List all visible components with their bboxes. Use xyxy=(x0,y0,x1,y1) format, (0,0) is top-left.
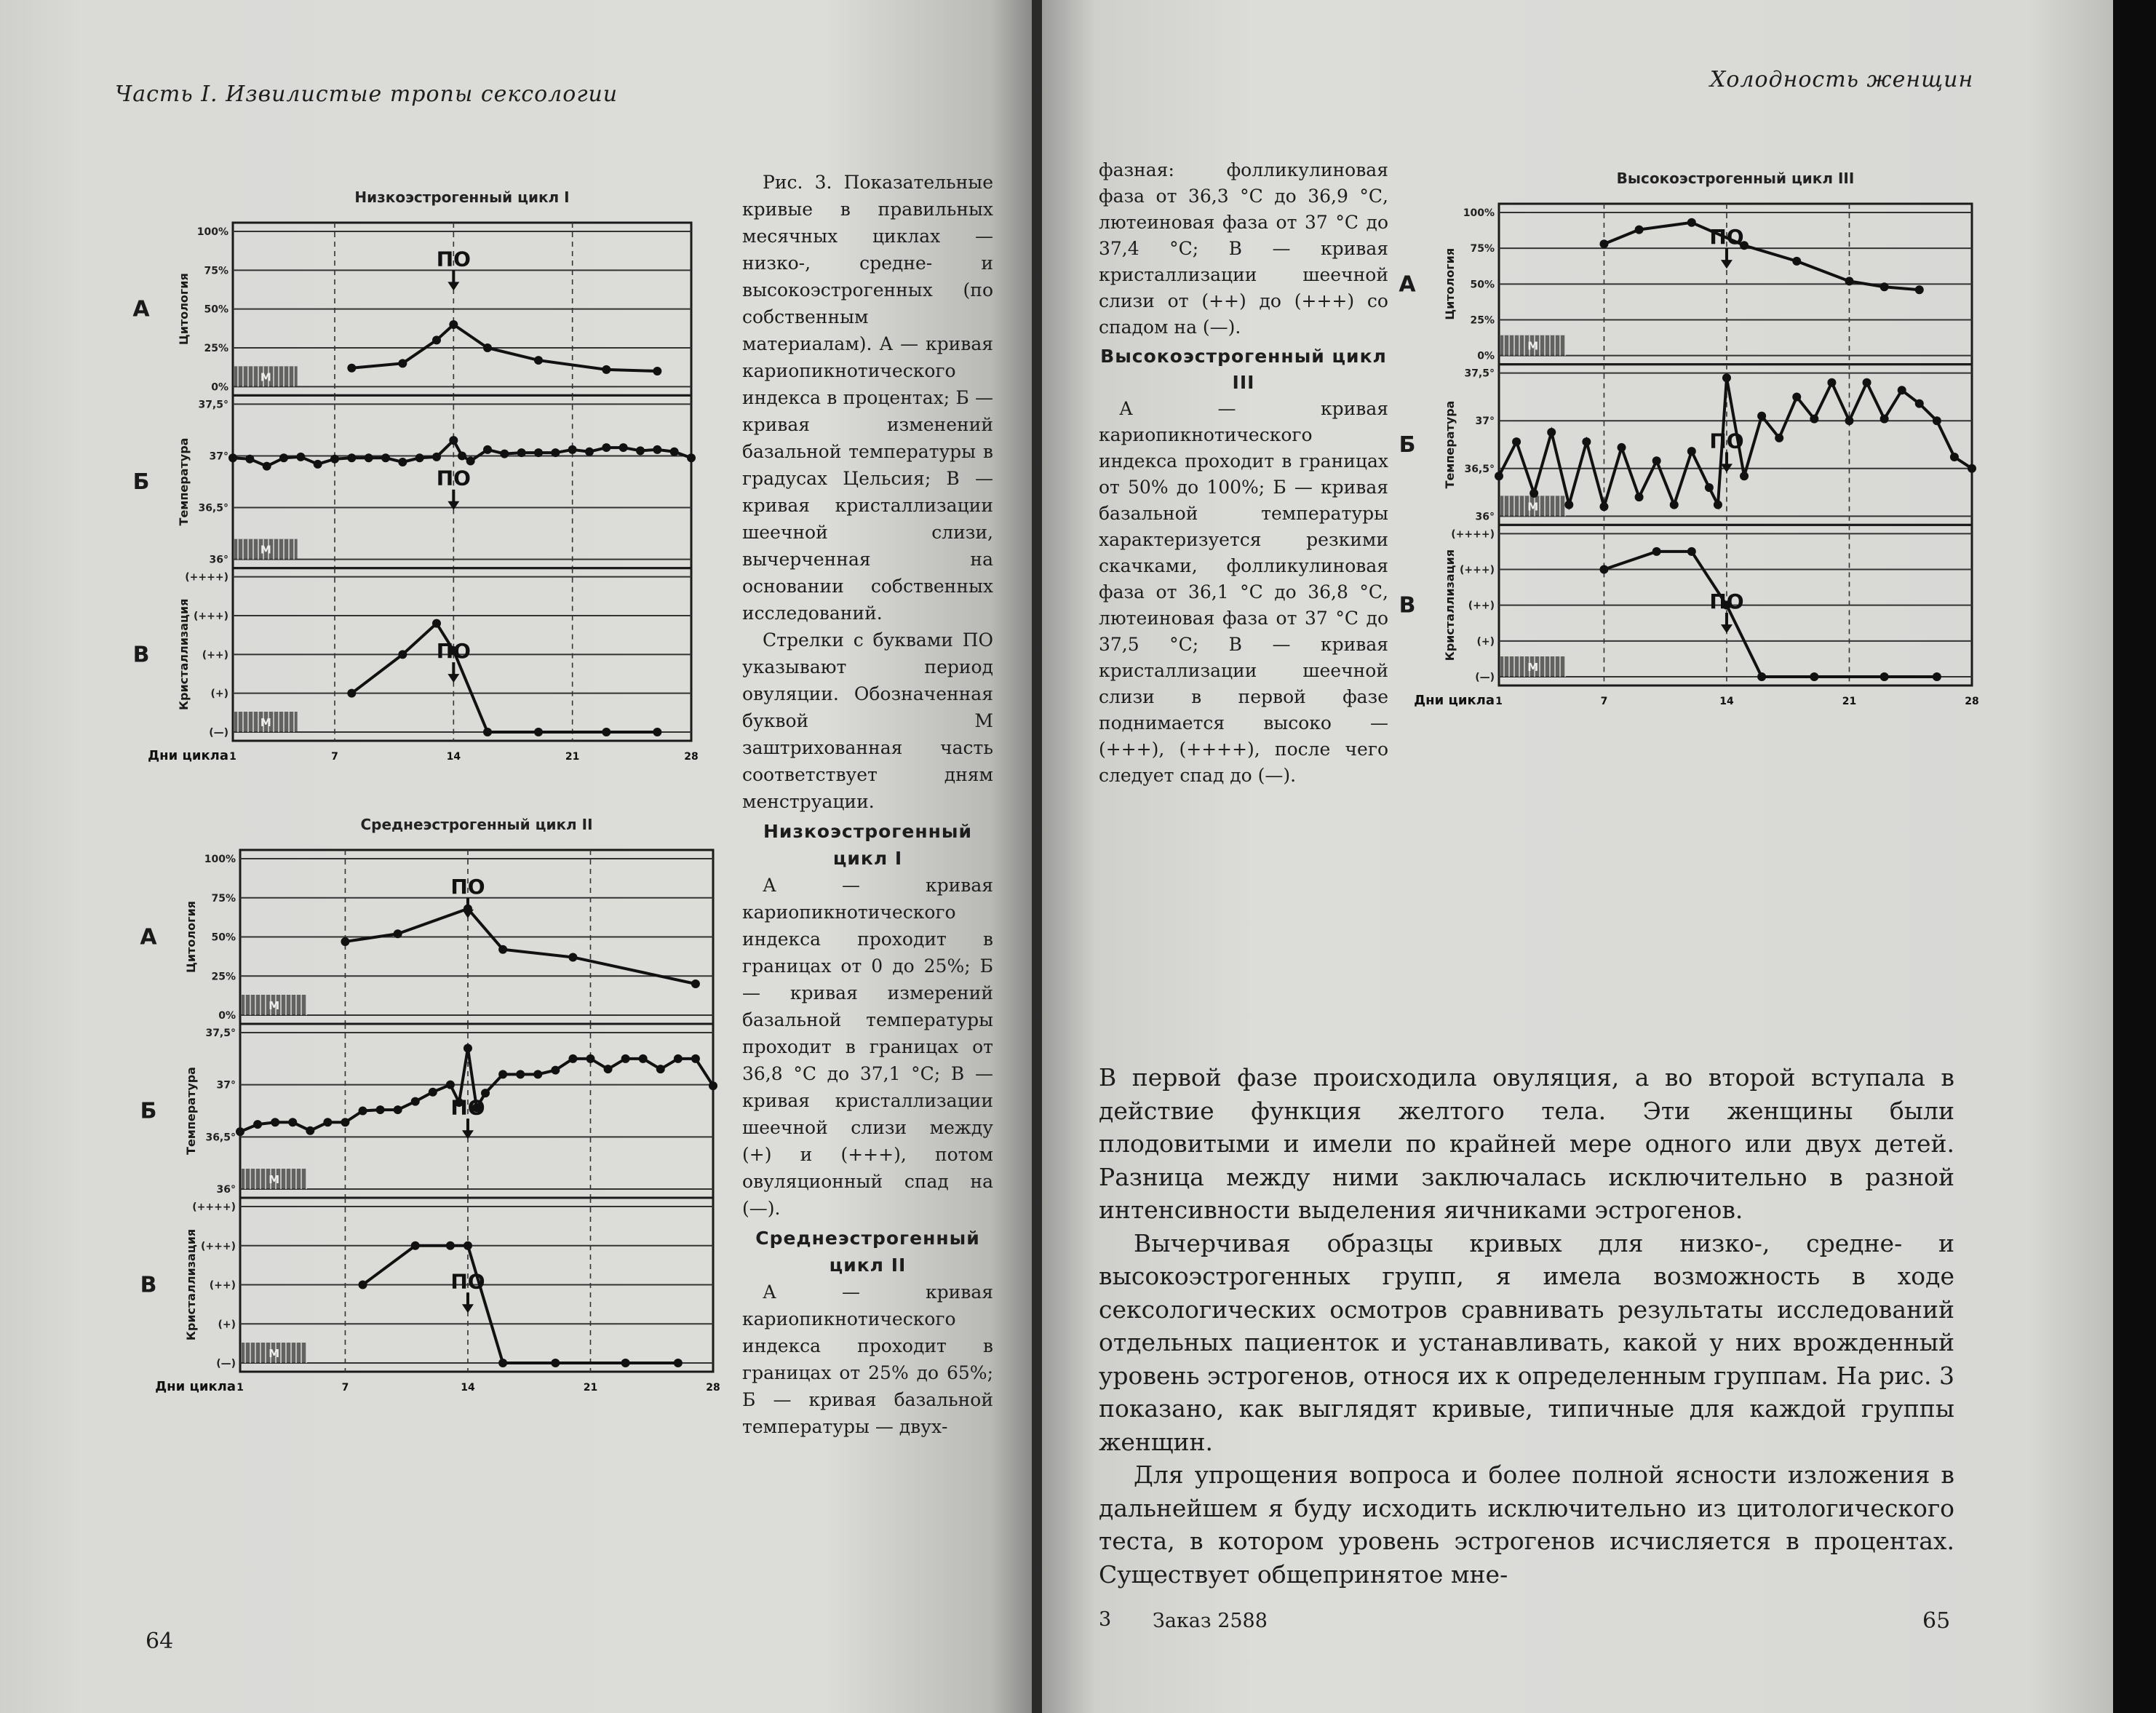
data-point xyxy=(381,453,390,462)
menstruation-label: М xyxy=(1527,500,1539,514)
data-point xyxy=(1687,447,1696,456)
panel-letter: В xyxy=(132,642,150,668)
panel-title: Цитология xyxy=(177,273,191,346)
panel-title: Температура xyxy=(177,437,191,526)
data-point xyxy=(1968,464,1976,473)
data-point xyxy=(359,1281,367,1289)
ovulation-arrow-head xyxy=(1721,260,1733,269)
y-tick-label: 0% xyxy=(1477,350,1495,362)
y-tick-label: 36° xyxy=(209,554,228,566)
y-tick-label: 100% xyxy=(204,854,236,865)
left-running-head: Часть I. Извилистые тропы сексологии xyxy=(115,82,618,107)
data-point xyxy=(534,448,543,457)
data-point xyxy=(398,359,407,367)
data-point xyxy=(551,1359,560,1367)
y-tick-label: 0% xyxy=(211,381,228,394)
data-point xyxy=(464,1241,472,1250)
ovulation-arrow-head xyxy=(447,501,459,510)
data-point xyxy=(1495,472,1503,480)
section-text-mid: А — кривая кариопикнотического индекса проходит в границах от 25% до 65%; Б — кривая базальной температуры — двух- xyxy=(742,1281,993,1437)
data-point xyxy=(621,1359,630,1367)
chart-cycle-2 xyxy=(131,808,728,1401)
data-point xyxy=(687,453,696,462)
data-point xyxy=(1757,672,1766,681)
data-point xyxy=(1714,501,1722,509)
panel-letter: А xyxy=(140,924,157,950)
data-point xyxy=(602,728,610,736)
data-point xyxy=(341,1118,349,1126)
data-point xyxy=(466,457,475,466)
data-point xyxy=(653,728,661,736)
data-point xyxy=(464,1044,472,1053)
ovulation-arrow-head xyxy=(1721,624,1733,633)
x-tick-label: 21 xyxy=(1842,696,1857,707)
body-paragraph-2: Вычерчивая образцы кривых для низко-, средне- и высокоэстрогенных групп, я имела возможность в ходе сексологических осмотров сравнивать результаты исследований отдельных пациенток и устанавливать, какой у них врожденный уровень эстрогенов, относя их к определенным группам. На рис. 3 показано, как выглядят кривые, типичные для каждой группы женщин. xyxy=(1099,1228,1954,1456)
x-tick-label: 28 xyxy=(706,1382,720,1394)
panel-title: Температура xyxy=(184,1067,198,1155)
body-text xyxy=(1099,1061,1954,1591)
panel-letter: Б xyxy=(1399,432,1416,458)
y-tick-label: 25% xyxy=(204,343,228,354)
y-tick-label: (+) xyxy=(218,1319,236,1331)
x-tick-label: 1 xyxy=(1495,696,1503,707)
data-point xyxy=(500,450,509,458)
data-point xyxy=(1652,456,1661,465)
data-point xyxy=(1792,392,1801,401)
data-point xyxy=(534,356,543,365)
data-point xyxy=(253,1120,262,1129)
data-point xyxy=(449,320,458,329)
y-tick-label: 36,5° xyxy=(198,502,228,514)
data-point xyxy=(1933,672,1941,681)
series-line-1 xyxy=(345,909,695,984)
y-tick-label: (+++) xyxy=(1460,564,1495,576)
data-point xyxy=(1547,428,1556,437)
data-point xyxy=(1599,239,1608,248)
data-point xyxy=(585,448,594,456)
data-point xyxy=(1880,415,1889,424)
data-point xyxy=(347,453,356,462)
y-tick-label: 36,5° xyxy=(205,1132,236,1144)
section-heading-mid: Среднеэстрогенный цикл II xyxy=(755,1228,980,1276)
x-tick-label: 14 xyxy=(446,751,461,763)
data-point xyxy=(1652,547,1661,556)
data-point xyxy=(347,364,356,373)
data-point xyxy=(691,1054,700,1063)
ovulation-label: ПО xyxy=(436,466,471,490)
data-point xyxy=(323,1118,332,1126)
y-tick-label: 36° xyxy=(1475,511,1495,523)
data-point xyxy=(279,453,288,462)
menstruation-label: М xyxy=(260,370,271,384)
footer-order: Заказ 2588 xyxy=(1153,1610,1268,1632)
y-tick-label: (++) xyxy=(209,1279,236,1292)
ovulation-label: ПО xyxy=(1709,225,1744,250)
x-axis-title: Дни цикла xyxy=(155,1379,236,1394)
ovulation-label: ПО xyxy=(436,639,471,664)
data-point xyxy=(653,445,661,454)
data-point xyxy=(498,945,507,954)
data-point xyxy=(1845,416,1853,425)
data-point xyxy=(586,1054,594,1063)
data-point xyxy=(602,365,610,374)
ovulation-label: ПО xyxy=(436,247,471,271)
data-point xyxy=(1810,672,1818,681)
x-axis-title: Дни цикла xyxy=(1414,693,1495,708)
data-point xyxy=(551,448,560,457)
data-point xyxy=(1530,489,1538,498)
data-point xyxy=(483,445,492,454)
menstruation-label: М xyxy=(268,999,280,1012)
menstruation-label: М xyxy=(1527,661,1539,674)
panel-title: Кристаллизация xyxy=(1443,549,1457,661)
figure-caption-para-2: Стрелки с буквами ПО указывают период овуляции. Обозначенная буквой М заштрихованная часть соответствует дням менструации. xyxy=(742,629,993,812)
data-point xyxy=(365,453,373,462)
y-tick-label: 50% xyxy=(1470,279,1495,291)
data-point xyxy=(1792,257,1801,266)
data-point xyxy=(551,1066,560,1075)
data-point xyxy=(271,1118,279,1126)
ovulation-arrow-head xyxy=(447,674,459,683)
data-point xyxy=(568,1054,577,1063)
x-tick-label: 7 xyxy=(341,1382,349,1394)
data-point xyxy=(619,443,628,452)
x-tick-label: 21 xyxy=(583,1382,598,1394)
series-line-1 xyxy=(1604,223,1919,290)
data-point xyxy=(498,1070,507,1078)
data-point xyxy=(449,436,458,445)
y-tick-label: (+) xyxy=(210,688,228,700)
data-point xyxy=(602,443,610,452)
y-tick-label: 100% xyxy=(1463,207,1495,219)
y-tick-label: 100% xyxy=(196,226,228,238)
chart-title: Низкоэстрогенный цикл I xyxy=(354,188,570,206)
body-paragraph-3: Для упрощения вопроса и более полной ясности изложения в дальнейшем я буду исходить исключительно из цитологического теста, в котором уровень эстрогенов исчисляется в процентах. Существует общепринятое мне- xyxy=(1099,1460,1954,1589)
data-point xyxy=(376,1105,385,1114)
data-point xyxy=(533,1070,542,1078)
data-point xyxy=(568,953,577,961)
ovulation-label: ПО xyxy=(1709,589,1744,614)
x-tick-label: 1 xyxy=(236,1382,244,1394)
data-point xyxy=(483,343,492,352)
panel-letter: А xyxy=(1399,271,1416,298)
data-point xyxy=(1950,453,1959,461)
y-tick-label: 25% xyxy=(211,971,236,983)
data-point xyxy=(1915,400,1924,408)
y-tick-label: (—) xyxy=(1475,672,1495,683)
data-point xyxy=(446,1241,455,1250)
data-point xyxy=(411,1241,420,1250)
data-point xyxy=(674,1359,683,1367)
data-point xyxy=(1810,415,1818,424)
y-tick-label: 37,5° xyxy=(205,1028,236,1039)
ovulation-label: ПО xyxy=(450,1095,485,1120)
data-point xyxy=(432,619,441,628)
ovulation-label: ПО xyxy=(1709,429,1744,453)
x-tick-label: 7 xyxy=(1600,696,1608,707)
panel-letter: Б xyxy=(132,469,150,495)
x-tick-label: 28 xyxy=(684,751,699,763)
series-line-3 xyxy=(351,624,657,732)
menstruation-label: М xyxy=(260,543,271,557)
data-point xyxy=(411,1097,420,1106)
data-point xyxy=(306,1126,314,1135)
data-point xyxy=(653,367,661,375)
y-tick-label: (++) xyxy=(1468,600,1495,612)
data-point xyxy=(288,1118,297,1126)
data-point xyxy=(1599,502,1608,511)
data-point xyxy=(341,937,349,946)
data-point xyxy=(1827,378,1836,387)
data-point xyxy=(534,728,543,736)
data-point xyxy=(1880,282,1889,291)
right-page xyxy=(1042,0,2113,1713)
menstruation-label: М xyxy=(260,716,271,729)
data-point xyxy=(359,1107,367,1116)
data-point xyxy=(446,1081,455,1089)
data-point xyxy=(1757,412,1766,421)
data-point xyxy=(516,1070,525,1078)
right-running-head: Холодность женщин xyxy=(1710,67,1974,92)
series-line-3 xyxy=(363,1246,678,1363)
y-tick-label: 75% xyxy=(211,892,236,905)
x-tick-label: 14 xyxy=(1719,696,1734,707)
panel-letter: А xyxy=(132,296,150,322)
y-tick-label: 36° xyxy=(216,1184,236,1196)
chart-cycle-1 xyxy=(124,180,706,770)
data-point xyxy=(517,448,526,457)
data-point xyxy=(236,1127,244,1136)
y-tick-label: 36,5° xyxy=(1464,463,1495,475)
y-tick-label: 37,5° xyxy=(1464,367,1495,380)
data-point xyxy=(1618,443,1626,452)
data-point xyxy=(432,335,441,344)
y-tick-label: 25% xyxy=(1470,314,1495,327)
data-point xyxy=(1898,386,1906,394)
ovulation-arrow-head xyxy=(462,1304,474,1313)
y-tick-label: 37° xyxy=(1475,416,1495,428)
data-point xyxy=(330,455,339,464)
ovulation-label: ПО xyxy=(450,874,485,899)
data-point xyxy=(670,448,679,456)
column-text-start: фазная: фолликулиновая фаза от 36,3 °С до 36,9 °С, лютеиновая фаза от 37 °С до 37,4 °С; В — кривая кристаллизации шеечной слизи от (++) до (+++) со спадом на (—). xyxy=(1099,159,1388,338)
chart-cycle-3 xyxy=(1390,162,1986,715)
panel-title: Цитология xyxy=(184,901,198,973)
panel-title: Температура xyxy=(1443,400,1457,489)
y-tick-label: 37° xyxy=(209,450,228,463)
y-tick-label: (+++) xyxy=(194,611,228,622)
data-point xyxy=(415,453,424,462)
data-point xyxy=(263,462,271,471)
body-paragraph-1: В первой фазе происходила овуляция, а во второй вступала в действие функция желтого тела. Эти женщины были плодовитыми и имели по крайней мере одного или двух детей. Разница между ними заключалась исключительно в разной интенсивности выделения яичниками эстрогенов. xyxy=(1099,1063,1954,1224)
section-heading-high: Высокоэстрогенный цикл III xyxy=(1100,346,1387,393)
y-tick-label: 75% xyxy=(204,265,228,277)
right-page-number: 65 xyxy=(1922,1608,1951,1634)
menstruation-label: М xyxy=(268,1173,280,1186)
panel-letter: Б xyxy=(140,1098,157,1124)
data-point xyxy=(1687,218,1696,227)
panel-title: Цитология xyxy=(1443,247,1457,320)
data-point xyxy=(1933,416,1941,425)
footer-signature: 3 xyxy=(1099,1608,1112,1631)
y-tick-label: 50% xyxy=(204,303,228,316)
left-page-number: 64 xyxy=(146,1629,174,1654)
chart-title: Среднеэстрогенный цикл II xyxy=(360,816,593,833)
data-point xyxy=(1705,483,1714,492)
data-point xyxy=(639,1054,648,1063)
menstruation-label: М xyxy=(1527,339,1539,353)
data-point xyxy=(1635,226,1644,234)
data-point xyxy=(314,460,322,469)
data-point xyxy=(1512,437,1521,446)
data-point xyxy=(228,453,237,462)
data-point xyxy=(1722,373,1731,382)
panel-title: Кристаллизация xyxy=(184,1228,198,1341)
data-point xyxy=(636,446,645,455)
ovulation-label: ПО xyxy=(450,1269,485,1294)
data-point xyxy=(432,453,441,461)
menstruation-label: М xyxy=(268,1347,280,1360)
y-tick-label: 50% xyxy=(211,931,236,944)
data-point xyxy=(394,1105,402,1114)
data-point xyxy=(1740,472,1749,480)
x-tick-label: 21 xyxy=(565,751,580,763)
data-point xyxy=(398,650,407,659)
y-tick-label: 37° xyxy=(216,1079,236,1092)
section-text-low: А — кривая кариопикнотического индекса проходит в границах от 0 до 25%; Б — кривая измерений базальной температуры проходит в границах от 36,8 °С до 37,1 °С; В — кривая кристаллизации шеечной слизи между (+) и (+++), потом овуляционный спад на (—). xyxy=(742,875,993,1219)
y-tick-label: (++++) xyxy=(192,1201,236,1213)
chart-title: Высокоэстрогенный цикл III xyxy=(1616,170,1855,187)
data-point xyxy=(1670,501,1679,509)
data-point xyxy=(296,453,305,461)
x-tick-label: 7 xyxy=(331,751,338,763)
y-tick-label: (—) xyxy=(209,727,228,739)
series-line-3 xyxy=(1604,552,1936,677)
data-point xyxy=(621,1054,630,1063)
data-point xyxy=(1635,493,1644,501)
x-axis-title: Дни цикла xyxy=(148,748,228,763)
data-point xyxy=(674,1054,683,1063)
y-tick-label: (+) xyxy=(1476,635,1495,648)
data-point xyxy=(1880,672,1889,681)
y-tick-label: (+++) xyxy=(201,1240,236,1252)
section-heading-low: Низкоэстрогенный цикл I xyxy=(763,821,972,869)
panel-letter: В xyxy=(140,1272,157,1298)
y-tick-label: (++++) xyxy=(1451,528,1495,541)
data-point xyxy=(656,1065,665,1073)
data-point xyxy=(398,458,407,466)
data-point xyxy=(1863,378,1871,387)
y-tick-label: 0% xyxy=(218,1010,236,1022)
data-point xyxy=(483,728,492,736)
right-caption-column xyxy=(1099,157,1388,789)
ovulation-arrow-head xyxy=(462,1130,474,1139)
section-text-high: А — кривая кариопикнотического индекса проходит в границах от 50% до 100%; Б — кривая базальной температуры характеризуется резкими скачками, фолликулиновая фаза от 36,1 °С до 36,8 °С, лютеиновая фаза от 37 °С до 37,5 °С; В — кривая кристаллизации шеечной слизи в первой фазе поднимается высоко — (+++), (++++), после чего следует спад до (—). xyxy=(1099,398,1388,786)
x-tick-label: 14 xyxy=(461,1382,475,1394)
y-tick-label: (—) xyxy=(216,1358,236,1370)
figure-caption-para-1: Рис. 3. Показательные кривые в правильных месячных циклах — низко-, средне- и высокоэстрогенных (по собственным материалам). А — кривая кариопикнотического индекса в процентах; Б — кривая изменений базальной температуры в градусах Цельсия; В — кривая кристаллизации шеечной слизи, вычерченная на основании собственных исследований. xyxy=(742,172,993,624)
data-point xyxy=(691,979,700,988)
data-point xyxy=(394,929,402,938)
data-point xyxy=(568,445,577,454)
data-point xyxy=(429,1088,437,1097)
book-spine xyxy=(1032,0,1042,1713)
y-tick-label: (++++) xyxy=(185,571,228,584)
data-point xyxy=(1564,501,1573,509)
left-page xyxy=(0,0,1032,1713)
panel-letter: В xyxy=(1399,592,1416,619)
data-point xyxy=(1599,565,1608,574)
y-tick-label: 37,5° xyxy=(198,399,228,411)
y-tick-label: (++) xyxy=(202,649,228,661)
data-point xyxy=(1582,437,1591,446)
x-tick-label: 28 xyxy=(1965,696,1979,707)
data-point xyxy=(1845,277,1853,285)
data-point xyxy=(245,455,254,464)
data-point xyxy=(1915,285,1924,294)
data-point xyxy=(709,1081,717,1090)
y-tick-label: 75% xyxy=(1470,243,1495,255)
data-point xyxy=(498,1359,507,1367)
data-point xyxy=(458,451,466,460)
x-tick-label: 1 xyxy=(229,751,236,763)
data-point xyxy=(1687,547,1696,556)
data-point xyxy=(347,689,356,698)
ovulation-arrow-head xyxy=(447,282,459,290)
figure-caption-column xyxy=(742,169,993,1440)
data-point xyxy=(1775,434,1783,442)
panel-title: Кристаллизация xyxy=(177,598,191,711)
data-point xyxy=(604,1065,613,1073)
